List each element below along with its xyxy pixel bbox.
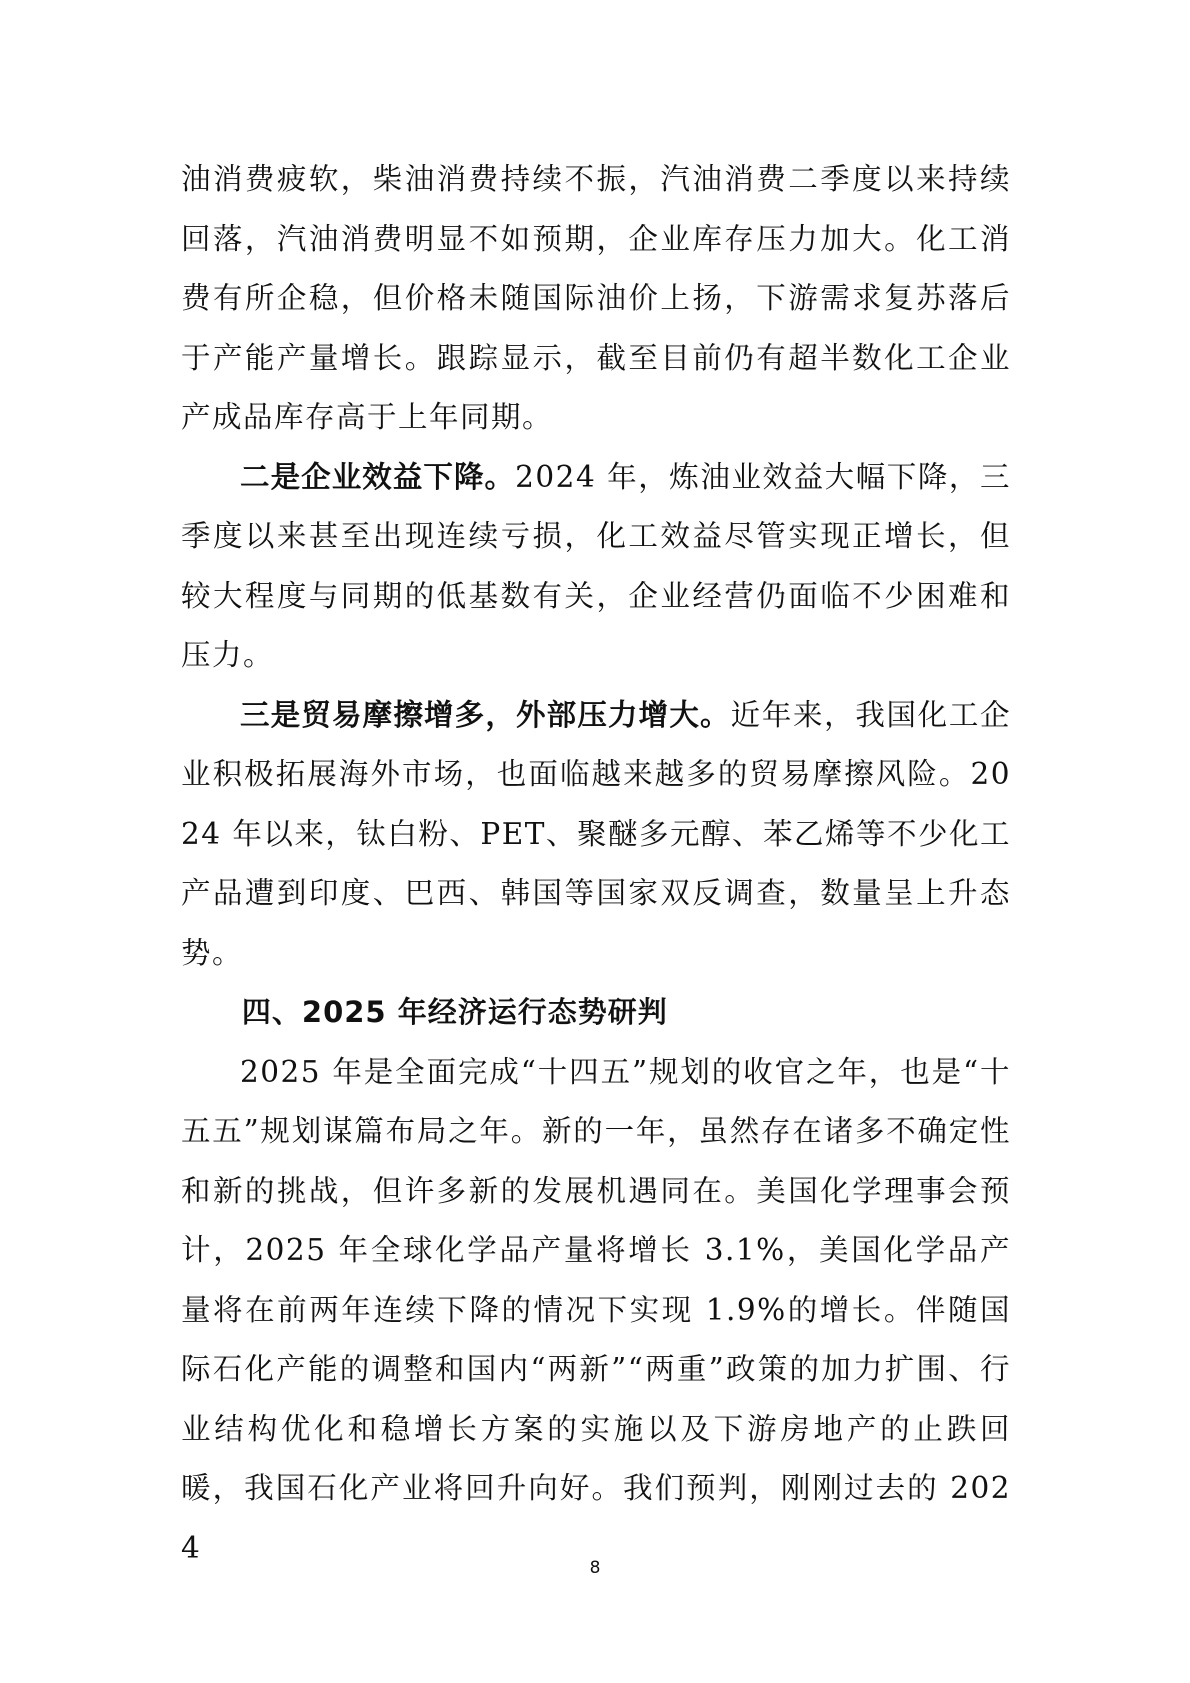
paragraph-body-profit: 2024 年，炼油业效益大幅下降，三季度以来甚至出现连续亏损，化工效益尽管实现正增长，但较大程度与同期的低基数有关，企业经营仍面临不少困难和压力。 (181, 459, 1011, 672)
section-heading-2025-outlook: 四、2025 年经济运行态势研判 (241, 995, 668, 1029)
paragraph-lead-trade: 三是贸易摩擦增多，外部压力增大。 (240, 697, 731, 732)
document-body (181, 150, 1011, 1578)
paragraph-trade-friction (181, 686, 1011, 984)
paragraph-lead-profit: 二是企业效益下降。 (240, 459, 516, 494)
page-number: 8 (589, 1558, 601, 1578)
paragraph-profit-decline (181, 448, 1011, 686)
paragraph-oil-consumption: 油消费疲软，柴油消费持续不振，汽油消费二季度以来持续回落，汽油消费明显不如预期，企业库存压力加大。化工消费有所企稳，但价格未随国际油价上扬，下游需求复苏落后于产能产量增长。跟踪显示，截至目前仍有超半数化工企业产成品库存高于上年同期。 (181, 162, 1011, 434)
paragraph-2025-outlook: 2025 年是全面完成“十四五”规划的收官之年，也是“十五五”规划谋篇布局之年。新的一年，虽然存在诸多不确定性和新的挑战，但许多新的发展机遇同在。美国化学理事会预计，2025 年全球化学品产量将增长 3.1%，美国化学品产量将在前两年连续下降的情况下实现 1.9%的增长。伴随国际石化产能的调整和国内“两新”“两重”政策的加力扩围、行业结构优化和稳增长方案的实施以及下游房地产的止跌回暖，我国石化产业将回升向好。我们预判，刚刚过去的 2024 (181, 1054, 1011, 1565)
paragraph-body-trade: 近年来，我国化工企业积极拓展海外市场，也面临越来越多的贸易摩擦风险。2024 年以来，钛白粉、PET、聚醚多元醇、苯乙烯等不少化工产品遭到印度、巴西、韩国等国家双反调查，数量呈上升态势。 (181, 697, 1011, 970)
